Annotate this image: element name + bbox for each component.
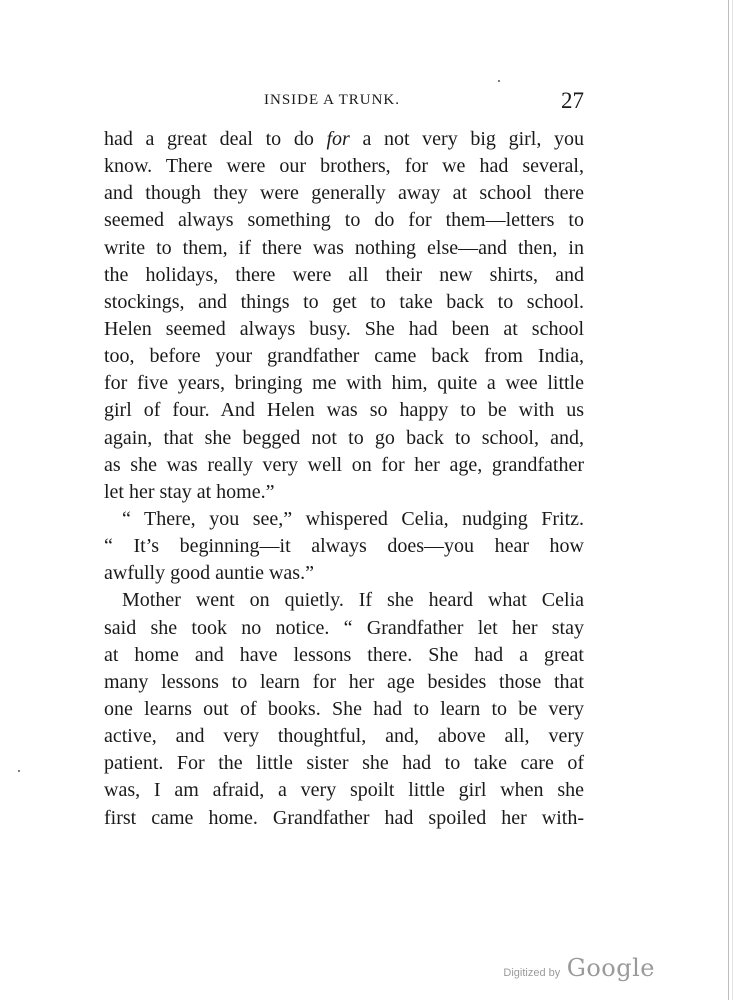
text-line: active, and very thoughtful, and, above all, very (104, 725, 584, 748)
text-line: too, before your grandfather came back from India, (104, 345, 584, 368)
running-head: INSIDE A TRUNK. (264, 92, 400, 108)
italic-word: for (326, 128, 350, 150)
text-line: the holidays, there were all their new shirts, and (104, 263, 584, 286)
scan-speck (498, 80, 500, 82)
body-text (104, 126, 584, 832)
text-line: write to them, if there was nothing else—and then, in (104, 236, 584, 259)
text-line: patient. For the little sister she had to take care of (104, 752, 584, 775)
text-line: for five years, bringing me with him, quite a wee little (104, 372, 584, 395)
text-line: “ It’s beginning—it always does—you hear how (104, 535, 584, 558)
watermark-logo-text: Google (566, 954, 655, 982)
text-line: girl of four. And Helen was so happy to be with us (104, 399, 584, 422)
text-line: was, I am afraid, a very spoilt little girl when she (104, 779, 584, 802)
text-line: again, that she begged not to go back to school, and, (104, 426, 584, 449)
scan-speck (18, 770, 20, 772)
text-line: many lessons to learn for her age besides those that (104, 670, 584, 693)
watermark-small-text: Digitized by (503, 967, 561, 979)
digitized-watermark (503, 954, 655, 982)
text-line: Helen seemed always busy. She had been at school (104, 317, 584, 340)
page-header (104, 88, 584, 118)
text-span: a not very big girl, you (349, 128, 584, 150)
page-edge-line (728, 0, 729, 1000)
text-line: at home and have lessons there. She had a great (104, 643, 584, 666)
text-line: let her stay at home.” (104, 480, 275, 503)
text-line: as she was really very well on for her age, grandfather (104, 453, 584, 476)
text-span: had a great deal to do (104, 128, 327, 150)
text-line: said she took no notice. “ Grandfather let her stay (104, 616, 584, 639)
text-line: first came home. Grandfather had spoiled her with- (104, 806, 584, 829)
text-line: and though they were generally away at school there (104, 182, 584, 205)
text-line: one learns out of books. She had to learn to be very (104, 697, 584, 720)
page-number: 27 (561, 88, 584, 113)
text-line: awfully good auntie was.” (104, 562, 314, 585)
text-line: stockings, and things to get to take back to school. (104, 290, 584, 313)
text-line: know. There were our brothers, for we had several, (104, 155, 584, 178)
text-line: Mother went on quietly. If she heard what Celia (122, 589, 584, 612)
text-line: seemed always something to do for them—letters to (104, 209, 584, 232)
text-line (104, 126, 584, 153)
text-line: “ There, you see,” whispered Celia, nudging Fritz. (122, 507, 584, 530)
